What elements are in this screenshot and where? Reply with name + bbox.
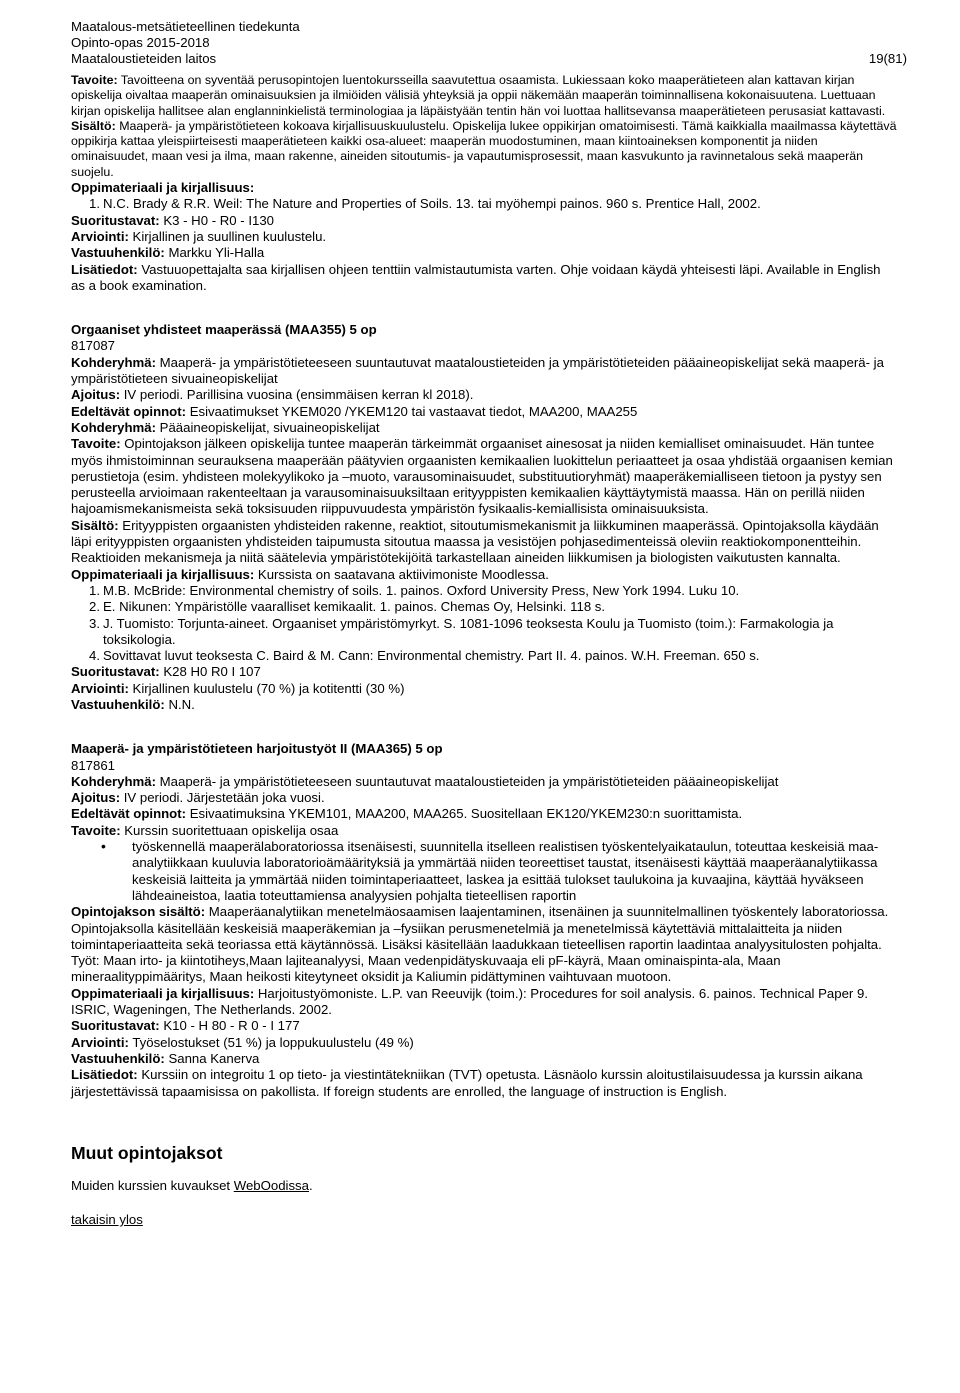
study-guide-title: Opinto-opas 2015-2018 [71,35,210,50]
tavoite-paragraph: Tavoite: Kurssin suoritettuaan opiskelija osaa [71,822,339,838]
ajoitus: Ajoitus: IV periodi. Järjestetään joka vuosi. [71,790,325,806]
lisatiedot: Lisätiedot: Vastuuopettajalta saa kirjallisen ohjeen tenttiin valmistautumista varten. Ohje voidaan käydä yhteisesti läpi. Available in English as a book examination. [71,261,881,293]
tavoite-paragraph: Tavoite: Opintojakson jälkeen opiskelija tuntee maaperän tärkeimmät orgaaniset ainesosat ja niiden kemialliset ominaisuudet. Hän tuntee myös ihmistoiminnan seurauksena maaperään päätyvien orgaanisten kemikaalien luokittelun periaatteet ja osaa yhdistää orgaanisen kemian perustietoja (esim. yhdisteen molekyylikoko ja –muoto, varausominaisuudet, substituutioryhmät) maaperäkemialliseen tietoon ja pystyy sen perusteella arvioimaan rakenteeltaan ja varausominaisuuksiltaan erityyppisten kemikaalien käyttäytymistä maassa. Hän on perillä niiden hajoamismekanismeista sekä toksisuuden riippuvuudesta ympäristön fysikaalis-kemiallisista ominaisuuksista. [71,436,893,517]
course-section-maa-kirjatentti [71,73,897,294]
materiaali-list [71,196,897,212]
course-title: Maaperä- ja ympäristötieteen harjoitustyöt II (MAA365) 5 op [71,741,443,757]
course-title: Orgaaniset yhdisteet maaperässä (MAA355) 5 op [71,322,377,338]
list-item: 2. E. Nikunen: Ympäristölle vaaralliset kemikaalit. 1. painos. Chemas Oy, Helsinki. 118 s. [89,599,606,615]
back-to-top [71,1212,897,1228]
arviointi: Arviointi: Kirjallinen kuulustelu (70 %) ja kotitentti (30 %) [71,680,405,696]
materiaali-list [71,583,897,664]
suoritustavat: Suoritustavat: K3 - H0 - R0 - I130 [71,212,275,228]
suoritustavat: Suoritustavat: K10 - H 80 - R 0 - I 177 [71,1018,300,1034]
edeltavat-opinnot: Edeltävät opinnot: Esivaatimuksina YKEM101, MAA200, MAA265. Suositellaan EK120/YKEM230:n suorittamista. [71,806,743,822]
vastuuhenkilo: Vastuuhenkilö: Sanna Kanerva [71,1050,260,1066]
section-heading: Muut opintojaksot [71,1142,223,1163]
materiaali: Oppimateriaali ja kirjallisuus: Harjoitustyömoniste. L.P. van Reeuvijk (toim.): Procedures for soil analysis. 6. painos. Technical Paper 9. ISRIC, Wageningen, The Netherlands. 2002. [71,985,868,1018]
tavoite-bullets [71,839,897,904]
course-code: 817861 [71,757,116,773]
list-item: 1. N.C. Brady & R.R. Weil: The Nature and Properties of Soils. 13. tai myöhempi painos. 960 s. Prentice Hall, 2002. [89,196,761,212]
weboodi-link[interactable]: WebOodissa [233,1177,309,1193]
list-item: 4. Sovittavat luvut teoksesta C. Baird & M. Cann: Environmental chemistry. Part II. 4. painos. W.H. Freeman. 650 s. [89,648,760,664]
department-name: Maataloustieteiden laitos [71,51,217,66]
vastuuhenkilo: Vastuuhenkilö: N.N. [71,696,195,712]
kohderyhma: Kohderyhmä: Maaperä- ja ympäristötieteeseen suuntautuvat maataloustieteiden ja ympäristötieteiden pääaineopiskelijat sekä maaperä- ja ympäristötieteen sivuaineopiskelijat [71,354,884,387]
course-code: 817087 [71,338,116,354]
materiaali: Oppimateriaali ja kirjallisuus: Kurssista on saatavana aktiivimoniste Moodlessa. [71,566,549,582]
sisalto-paragraph: Sisältö: Erityyppisten orgaanisten yhdisteiden rakenne, reaktiot, sitoutumismekanismit ja liikkuminen maaperässä. Opintojaksolla käydään läpi erityyppisten orgaanisten yhdisteiden taipumusta sitoutua maassa ja vesistöjen pohjasedimenteissä oleviin reaktiokomponentteihin. Reaktioiden mekanismeja ja niitä säätelevia ympäristötekijöitä tarkastellaan aineiden liikkumisen ja biologisten vaikutusten kannalta. [71,517,879,566]
document-page [71,19,907,1228]
kohderyhma: Kohderyhmä: Maaperä- ja ympäristötieteeseen suuntautuvat maataloustieteiden ja ympäristötieteiden pääaineopiskelijat [71,773,779,789]
faculty-name: Maatalous-metsätieteellinen tiedekunta [71,19,300,34]
sisalto-paragraph: Sisältö: Maaperä- ja ympäristötieteen kokoava kirjallisuuskuulustelu. Opiskelija lukee oppikirjan omatoimisesti. Tämä kaikkialla maailmassa käytettävä oppikirja kattaa yleispiirteisesti maaperätieteen kaikki osa-alueet: maaperän muodostuminen, maan kiintoaineksen komponentit ja niiden ominaisuudet, maan vesi ja ilma, maan rakenne, aineiden sitoutumis- ja vapautumisprosessit, maan kasvukunto ja ravinnetalous sekä maaperän suojelu. [71,118,897,179]
ajoitus: Ajoitus: IV periodi. Parillisina vuosina (ensimmäisen kerran kl 2018). [71,387,474,403]
list-item: 1. M.B. McBride: Environmental chemistry of soils. 1. painos. Oxford University Press, New York 1994. Luku 10. [89,582,740,598]
materiaali-label: Oppimateriaali ja kirjallisuus: [71,180,255,196]
suoritustavat: Suoritustavat: K28 H0 R0 I 107 [71,664,261,680]
muut-text: Muiden kurssien kuvaukset WebOodissa. [71,1177,313,1193]
lisatiedot: Lisätiedot: Kurssiin on integroitu 1 op tieto- ja viestintätekniikan (TVT) opetusta. Läsnäolo kurssin aloitustilaisuudessa ja kurssin aikana järjestettävissä tapaamisissa on pakollista. If foreign students are enrolled, the language of instruction is English. [71,1067,863,1099]
kohderyhma-2: Kohderyhmä: Pääaineopiskelijat, sivuaineopiskelijat [71,419,380,435]
muut-opintojaksot-section [71,1142,897,1229]
course-section-maa365 [71,741,897,1100]
page-header [71,19,907,67]
vastuuhenkilo: Vastuuhenkilö: Markku Yli-Halla [71,245,265,261]
course-section-maa355 [71,322,897,713]
list-item: 3. J. Tuomisto: Torjunta-aineet. Orgaaniset ympäristömyrkyt. S. 1081-1096 teoksesta Koulu ja Tuomisto (toim.): Farmakologia ja toksikologia. [89,615,834,647]
sisalto-paragraph: Opintojakson sisältö: Maaperäanalytiikan menetelmäosaamisen laajentaminen, itsenäinen ja suunnitelmallinen työskentely laboratoriossa. Opintojaksolla käsitellään keskeisiä maaperäkemian ja –fysiikan perusmenetelmiä ja menetelmissä käytettäviä mittalaitteita ja niiden toimintaperiaatteita sekä teoriassa että käytännössä. Lisäksi käsitellään laadukkaan tieteellisen raportin laadintaa analyysitulosten pohjalta. Työt: Maan irto- ja kiintotiheys,Maan lajiteanalyysi, Maan vedenpidätyskuvaaja eli pF-käyrä, Maan ominaispinta-ala, Maan mineraalityppimääritys, Maan heikosti kiteytyneet oksidit ja Kaliumin pidättyminen vaihtuvaan muotoon. [71,904,889,985]
arviointi: Arviointi: Kirjallinen ja suullinen kuulustelu. [71,228,327,244]
bullet-icon: • [101,838,106,855]
back-to-top-link[interactable]: takaisin ylos [71,1212,143,1228]
edeltavat-opinnot: Edeltävät opinnot: Esivaatimukset YKEM020 /YKEM120 tai vastaavat tiedot, MAA200, MAA255 [71,403,638,419]
tavoite-paragraph: Tavoite: Tavoitteena on syventää perusopintojen luentokursseilla saavutettua osaamista. Lukiessaan koko maaperätieteen alan kattavan kirjan opiskelija oivaltaa maaperän ominaisuuksien ja ilmiöiden välisiä yhteyksiä ja oppii näkemään maaperän toiminnallisena kokonaisuutena. Luettuaan kirjan opiskelija hallitsee alan englanninkielistä terminologiaa ja läpäistyään tentin hän voi luottaa hallitsevansa maaperätieteen perusasiat kattavasti. [71,73,886,118]
page-number: 19(81) [868,51,907,66]
arviointi: Arviointi: Työselostukset (51 %) ja loppukuulustelu (49 %) [71,1034,414,1050]
list-item: • työskennellä maaperälaboratoriossa itsenäisesti, suunnitella itselleen realistisen työskentelyaikataulun, toteuttaa keskeisiä maa-analytiikkaan kuuluvia laboratorioämäärityksiä ja ymmärtää niiden teoreettiset taustat, itsenäisesti käyttää maaperäanalytiikassa keskeisiä laitteita ja ymmärtää niiden toimintaperiaatteet, laskea ja esittää tulokset taulukoina ja kuvaajina, käyttää hyväkseen lähdeaineistoa, laatia toteuttamiensa analyysien pohjalta tieteellisen raportin [101,838,879,903]
